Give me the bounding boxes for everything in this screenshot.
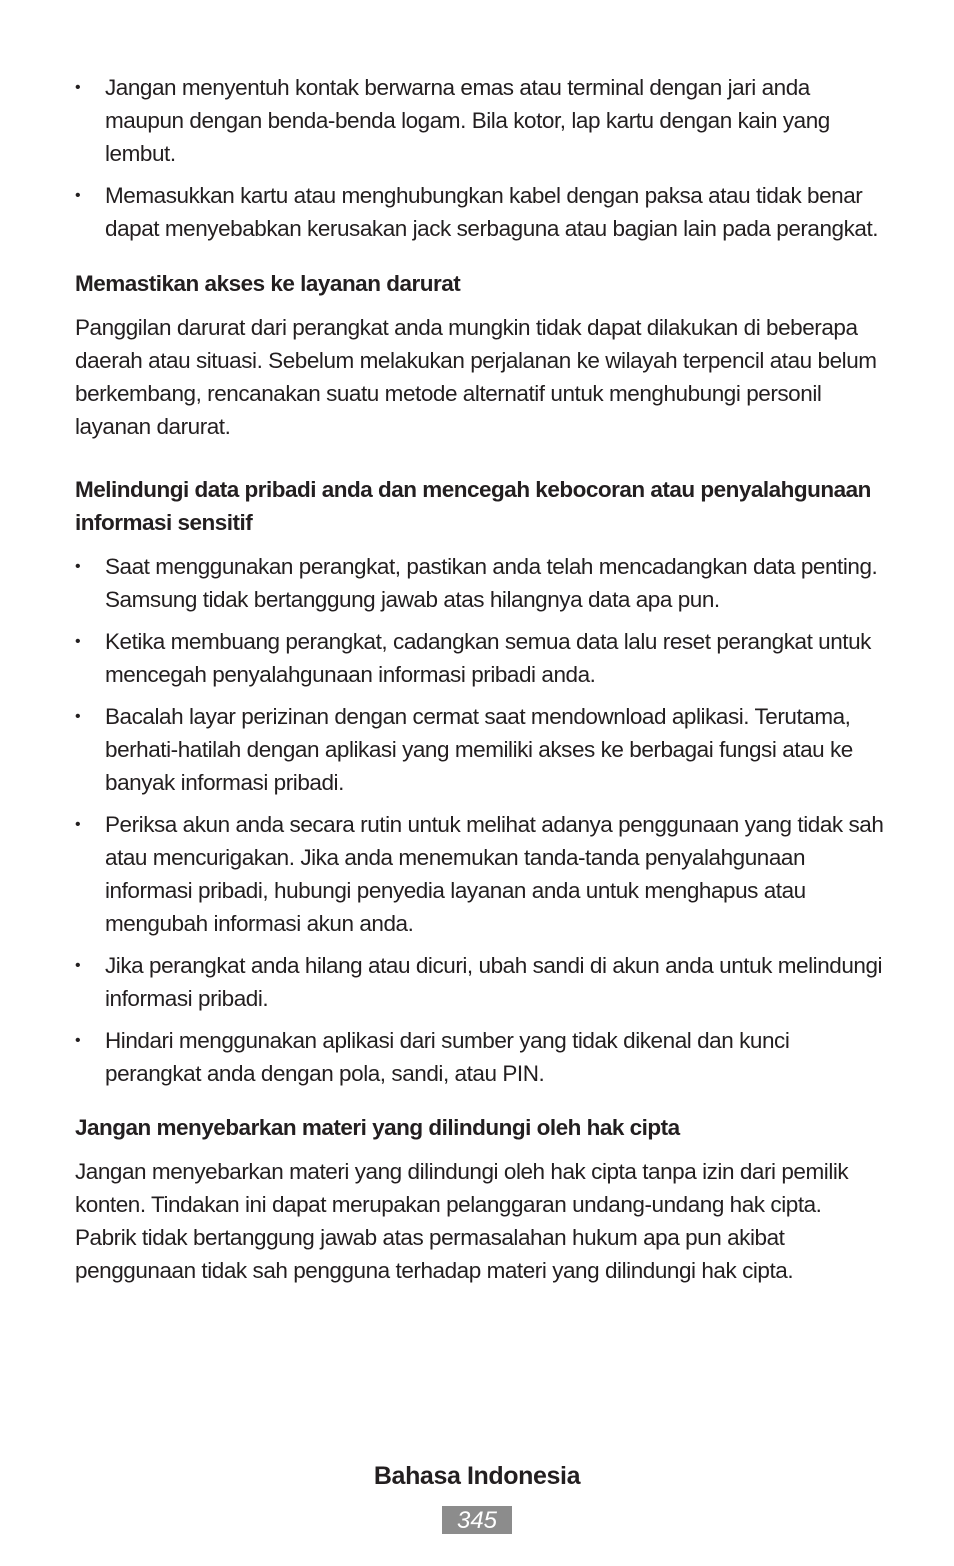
section-body-emergency: Panggilan darurat dari perangkat anda mungkin tidak dapat dilakukan di beberapa daerah atau situasi. Sebelum melakukan perjalanan ke wilayah terpencil atau belum berkembang, rencanakan suatu metode alternatif untuk menghubungi personil layanan darurat. bbox=[75, 315, 877, 439]
list-item: • Memasukkan kartu atau menghubungkan kabel dengan paksa atau tidak benar dapat menyebabkan kerusakan jack serbaguna atau bagian lain pada perangkat. bbox=[75, 179, 885, 245]
top-bullet-list bbox=[75, 71, 885, 245]
list-item: • Ketika membuang perangkat, cadangkan semua data lalu reset perangkat untuk mencegah penyalahgunaan informasi pribadi anda. bbox=[75, 625, 885, 691]
list-item: • Periksa akun anda secara rutin untuk melihat adanya penggunaan yang tidak sah atau mencurigakan. Jika anda menemukan tanda-tanda penyalahgunaan informasi pribadi, hubungi penyedia layanan anda untuk menghapus atau mengubah informasi akun anda. bbox=[75, 808, 885, 940]
list-item: • Jangan menyentuh kontak berwarna emas atau terminal dengan jari anda maupun dengan benda-benda logam. Bila kotor, lap kartu dengan kain yang lembut. bbox=[75, 71, 885, 170]
section-title-personal-data: Melindungi data pribadi anda dan mencegah kebocoran atau penyalahgunaan informasi sensitif bbox=[75, 477, 871, 535]
list-item: • Hindari menggunakan aplikasi dari sumber yang tidak dikenal dan kunci perangkat anda dengan pola, sandi, atau PIN. bbox=[75, 1024, 885, 1090]
footer-language-label: Bahasa Indonesia bbox=[373, 1462, 581, 1490]
document-page bbox=[75, 71, 885, 1287]
page-number-badge: 345 bbox=[442, 1506, 512, 1534]
list-item: • Bacalah layar perizinan dengan cermat saat mendownload aplikasi. Terutama, berhati-hatilah dengan aplikasi yang memiliki akses ke berbagai fungsi atau ke banyak informasi pribadi. bbox=[75, 700, 885, 799]
section-title-emergency: Memastikan akses ke layanan darurat bbox=[75, 271, 461, 296]
section-title-copyright: Jangan menyebarkan materi yang dilindungi oleh hak cipta bbox=[75, 1115, 680, 1140]
list-item: • Saat menggunakan perangkat, pastikan anda telah mencadangkan data penting. Samsung tidak bertanggung jawab atas hilangnya data apa pun. bbox=[75, 550, 885, 616]
list-item: • Jika perangkat anda hilang atau dicuri, ubah sandi di akun anda untuk melindungi informasi pribadi. bbox=[75, 949, 885, 1015]
section-body-copyright: Jangan menyebarkan materi yang dilindungi oleh hak cipta tanpa izin dari pemilik konten. Tindakan ini dapat merupakan pelanggaran undang-undang hak cipta. Pabrik tidak bertanggung jawab atas permasalahan hukum apa pun akibat penggunaan tidak sah pengguna terhadap materi yang dilindungi hak cipta. bbox=[75, 1159, 849, 1283]
personal-data-bullet-list bbox=[75, 550, 885, 1090]
